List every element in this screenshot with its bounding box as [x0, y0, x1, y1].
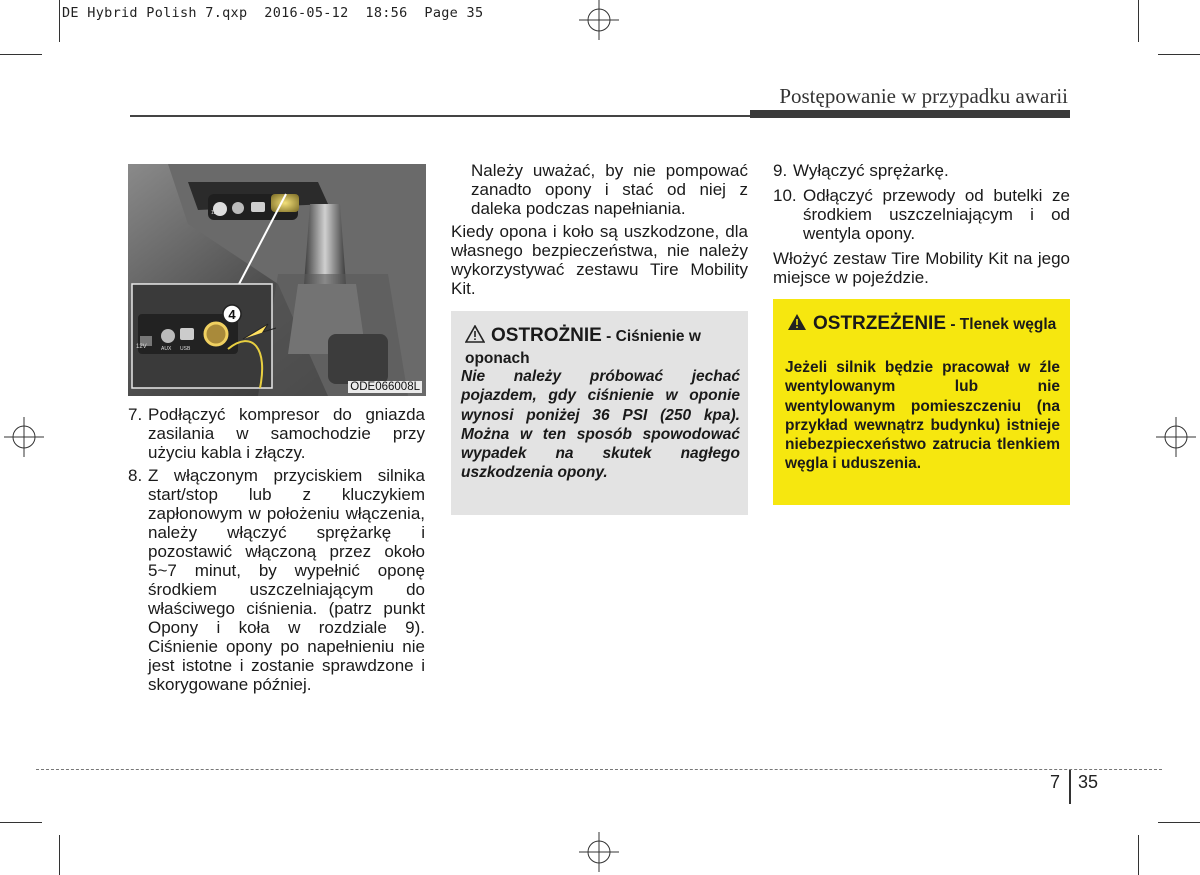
warning-subtitle: Tlenek węgla: [959, 316, 1057, 333]
list-text: Podłączyć kompresor do gniazda zasilania w samochodzie przy użyciu kabla i złączy.: [148, 405, 425, 462]
page-separator: [1069, 770, 1071, 804]
caution-box: [451, 311, 748, 515]
print-header: DE Hybrid Polish 7.qxp 2016-05-12 18:56 Page 35: [62, 5, 484, 21]
page-number: 35: [1078, 772, 1099, 792]
list-text: Odłączyć przewody od butelki ze środkiem uszczelniającym i od wentyla opony.: [803, 186, 1070, 243]
socket-label: 12V: [136, 344, 147, 350]
title-rule: [130, 115, 750, 117]
column-right: [773, 161, 1070, 287]
warning-heading: [787, 313, 1062, 335]
list-text: Wyłączyć sprężarkę.: [793, 161, 949, 180]
warning-label: OSTRZEŻENIE: [813, 313, 947, 334]
list-item: [128, 466, 425, 694]
warning-dash: -: [946, 316, 960, 333]
caution-dash: -: [601, 328, 616, 345]
socket-label: USB: [180, 346, 191, 352]
paragraph: Kiedy opona i koło są uszkodzone, dla własnego bezpieczeństwa, nie należy wykorzystywać zestawu Tire Mobility Kit.: [451, 222, 748, 298]
chapter-number: 7: [1050, 772, 1061, 792]
figure-caption: ODE066008L: [350, 381, 420, 393]
caution-body: Nie należy próbować jechać pojazdem, gdy ciśnienie w oponie wynosi poniżej 36 PSI (250 kpa). Można w ten sposób spowodować wypadek na skutek nagłego uszkodzenia opony.: [461, 368, 740, 482]
warning-triangle-icon: [465, 325, 485, 343]
list-number: 9.: [773, 161, 788, 180]
section-title: Postępowanie w przypadku awarii: [779, 84, 1068, 108]
paragraph: Włożyć zestaw Tire Mobility Kit na jego miejsce w pojeździe.: [773, 249, 1070, 287]
crop-mark: [59, 835, 60, 875]
list-item: [773, 186, 1070, 243]
list-item: [773, 161, 1070, 180]
footer-rule: [36, 769, 1162, 770]
callout-number: 4: [228, 307, 236, 322]
registration-mark-right: [1156, 417, 1196, 457]
socket-label: AUX: [161, 346, 172, 352]
caution-subtitle: Ciśnienie w oponach: [465, 328, 701, 367]
crop-mark: [1158, 822, 1200, 823]
title-rule-accent: [750, 110, 1070, 118]
crop-mark: [59, 0, 60, 42]
column-middle: [451, 161, 748, 298]
crop-mark: [1138, 0, 1139, 42]
crop-mark: [1158, 54, 1200, 55]
crop-mark: [1138, 835, 1139, 875]
warning-box: [773, 299, 1070, 505]
console-illustration: [128, 164, 426, 396]
list-text: Z włączonym przyciskiem silnika start/stop lub z kluczykiem zapłonowym w położeniu włączenia, należy włączyć sprężarkę i pozostawić włączoną przez około 5~7 minut, by wypełnić oponę środkiem uszczelniającym do właściwego ciśnienia. (patrz punkt Opony i koła w rozdziale 9). Ciśnienie opony po napełnieniu nie jest istotne i zostanie sprawdzone i skorygowane później.: [148, 466, 425, 694]
registration-mark-left: [4, 417, 44, 457]
registration-mark-bottom: [579, 832, 619, 872]
warning-body: Jeżeli silnik będzie pracował w źle wentylowanym lub nie wentylowanym pomieszczeniu (na przykład wewnątrz budynku) istnieje niebezpiecxeństwo zatrucia tlenkiem węgla i uduszenia.: [785, 359, 1060, 473]
figure-console-photo: [128, 164, 426, 396]
list-number: 10.: [773, 186, 797, 205]
socket-label: 12V: [211, 210, 220, 216]
column-left: [128, 405, 425, 694]
caution-label: OSTROŻNIE: [491, 325, 602, 346]
list-item: [128, 405, 425, 462]
caution-heading: [465, 325, 740, 369]
registration-mark-top: [579, 0, 619, 40]
continuation-text: Należy uważać, by nie pompować zanadto opony i stać od niej z daleka podczas napełniania.: [471, 161, 748, 218]
crop-mark: [0, 822, 42, 823]
warning-triangle-icon: [787, 313, 807, 331]
crop-mark: [0, 54, 42, 55]
list-number: 7.: [128, 405, 143, 424]
list-number: 8.: [128, 466, 143, 485]
